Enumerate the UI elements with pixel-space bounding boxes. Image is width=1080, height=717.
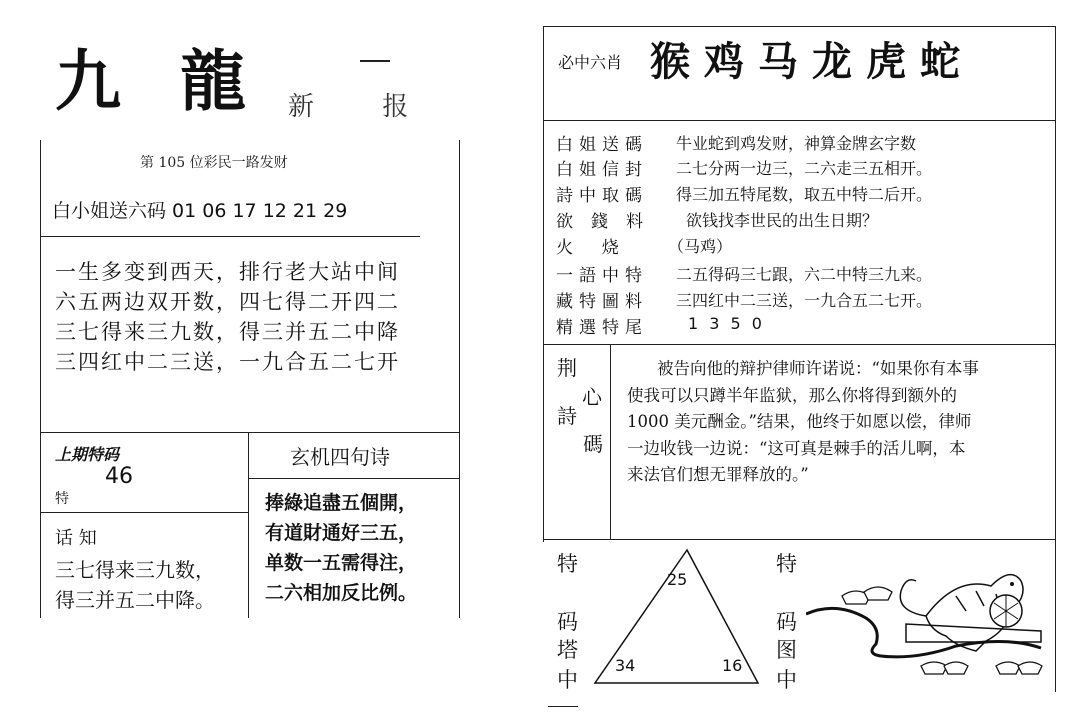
row-label: 一語中特 (556, 266, 648, 286)
story-line: 使我可以只蹲半年监狱，那么你将得到额外的 (627, 386, 957, 405)
last-special-value: 46 (105, 464, 133, 489)
tower-left-char: 中 (557, 668, 578, 692)
row-label: 白姐送碼 (556, 135, 648, 155)
last-special-label: 上期特码 (55, 445, 120, 464)
divider (548, 706, 578, 707)
row-value: （马鸡） (668, 237, 733, 256)
six-codes-line: 白小姐送六码 01 06 17 12 21 29 (52, 200, 348, 222)
divider (40, 236, 420, 237)
newspaper-title: 九 龍 (55, 42, 264, 120)
row-value: 1 3 5 0 (688, 314, 765, 333)
tower-right-char: 图 (776, 638, 797, 662)
xuanji-line: 单数一五需得注， (265, 552, 418, 574)
divider (543, 120, 1056, 121)
ingot-icon (996, 662, 1020, 674)
right-page-right-border (1055, 26, 1056, 692)
tiger-eye (1010, 582, 1014, 586)
section-char: 碼 (583, 432, 603, 456)
xuanji-line: 捧綠追盡五個開， (265, 492, 418, 514)
row-label: 詩中取碼 (556, 186, 648, 206)
poem-line: 三四红中二三送，一九合五二七开 (55, 350, 400, 374)
divider (40, 512, 248, 513)
ingot-icon (864, 587, 892, 600)
divider (610, 344, 611, 539)
ingot-icon (921, 662, 947, 674)
tower-right-char: 码 (776, 610, 797, 634)
last-special-te: 特 (55, 491, 69, 507)
row-label: 欲錢料 (556, 212, 661, 232)
story-line: 1000 美元酬金。”结果，他终于如愿以偿，律师 (627, 412, 972, 431)
section-char: 詩 (557, 404, 577, 428)
poem-line: 一生多变到西天，排行老大站中间 (55, 260, 400, 284)
divider (248, 432, 249, 618)
row-value: 二七分两一边三，二六走三五相开。 (676, 159, 933, 178)
xuanji-line: 有道財通好三五， (265, 522, 418, 544)
tower-left-char: 塔 (557, 638, 578, 662)
hint-line: 得三并五二中降。 (55, 588, 215, 612)
row-label: 火 烧 (556, 238, 625, 258)
xuanji-line: 二六相加反比例。 (265, 582, 418, 604)
must-win-label: 必中六肖 (558, 53, 623, 72)
row-value: 欲钱找李世民的出生日期？ (686, 211, 879, 230)
section-char: 心 (582, 385, 602, 409)
row-label: 藏特圖料 (556, 292, 648, 312)
story-line: 来法官们想无罪释放的。” (627, 465, 809, 484)
row-value: 牛业蛇到鸡发财，神算金牌玄字数 (676, 134, 917, 153)
right-page-top-border (543, 26, 1056, 27)
divider (40, 432, 460, 433)
divider (543, 539, 1056, 540)
tower-right-char: 中 (776, 668, 797, 692)
right-page-left-border (543, 26, 544, 542)
story-line: 一边收钱一边说：“这可真是棘手的活儿啊，本 (627, 439, 966, 458)
row-value: 得三加五特尾数，取五中特二后开。 (676, 185, 933, 204)
must-win-animals: 猴鸡马龙虎蛇 (650, 38, 974, 85)
issue-line: 第 105 位彩民一路发财 (140, 155, 288, 171)
divider (248, 478, 460, 479)
row-label: 白姐信封 (556, 160, 648, 180)
hint-label: 话 知 (55, 528, 97, 549)
row-value: 二五得码三七跟，六二中特三九来。 (676, 265, 933, 284)
triangle-right-number: 16 (722, 656, 743, 675)
tiger-tail (900, 580, 926, 616)
row-label: 精選特尾 (556, 318, 648, 338)
xuanji-title: 玄机四句诗 (290, 445, 390, 469)
hint-line: 三七得来三九数， (55, 558, 215, 582)
section-char: 荆 (557, 356, 577, 380)
divider (543, 344, 1056, 345)
triangle-left-number: 34 (615, 656, 636, 675)
right-border (459, 140, 460, 618)
ingot-icon (944, 662, 968, 674)
title-decoration (360, 60, 390, 62)
left-border (40, 140, 41, 618)
ingot-icon (1018, 662, 1042, 674)
triangle-top-number: 25 (667, 570, 688, 589)
newspaper-subtitle: 新 报 (288, 92, 439, 122)
row-value: 三四红中二三送，一九合五二七开。 (676, 291, 933, 310)
story-line: 被告向他的辩护律师许诺说：“如果你有本事 (657, 359, 979, 378)
tower-left-char: 码 (557, 610, 578, 634)
tower-left-char: 特 (557, 552, 578, 576)
tiger-illustration (806, 556, 1052, 696)
poem-line: 三七得来三九数，得三并五二中降 (55, 320, 400, 344)
tower-right-char: 特 (776, 552, 797, 576)
poem-line: 六五两边双开数，四七得二开四二 (55, 290, 400, 314)
